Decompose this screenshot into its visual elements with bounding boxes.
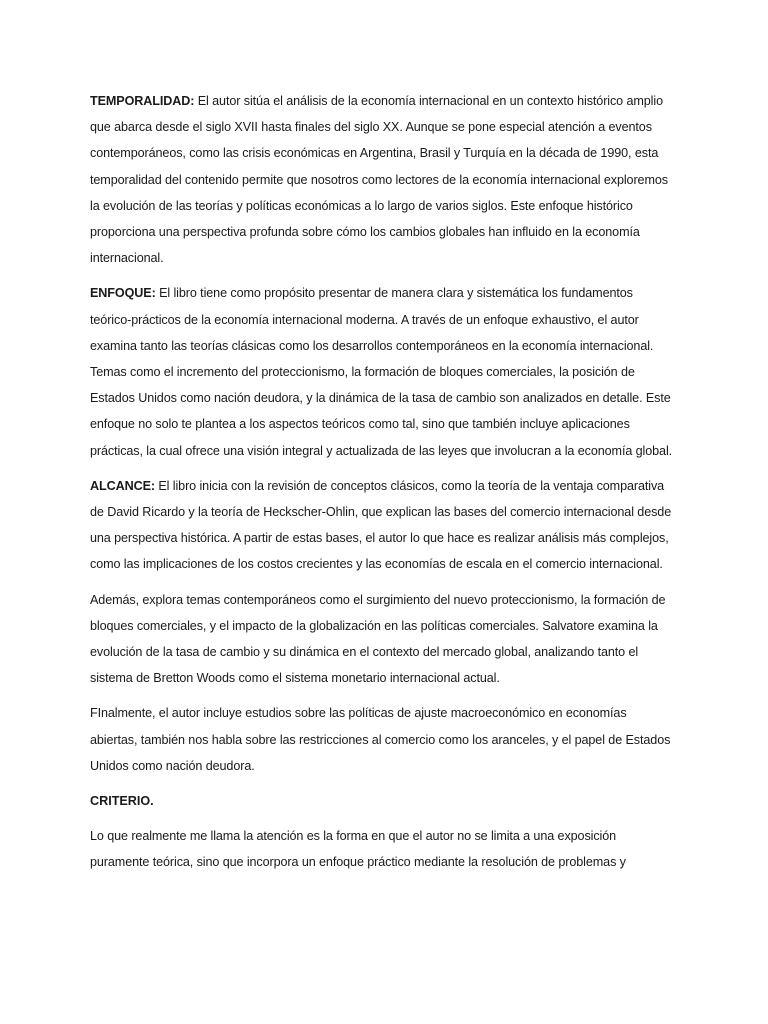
paragraph-finalmente: FInalmente, el autor incluye estudios sobre las políticas de ajuste macroeconómico en economías abiertas, también nos habla sobre las restricciones al comercio como los aranceles, y el papel de Estados Unidos como nación deudora. [90,706,671,773]
text-alcance: El libro inicia con la revisión de conceptos clásicos, como la teoría de la ventaja comparativa de David Ricardo y la teoría de Heckscher-Ohlin, que explican las bases del comercio internacional desde una perspectiva histórica. A partir de estas bases, el autor lo que hace es realizar análisis más complejos, como las implicaciones de los costos crecientes y las economías de escala en el comercio internacional. [90,478,672,572]
text-enfoque: El libro tiene como propósito presentar de manera clara y sistemática los fundamentos teórico-prácticos de la economía internacional moderna. A través de un enfoque exhaustivo, el autor examina tanto las teorías clásicas como los desarrollos contemporáneos en la economía internacional. Temas como el incremento del proteccionismo, la formación de bloques comerciales, la posición de Estados Unidos como nación deudora, y la dinámica de la tasa de cambio son analizados en detalle. Este enfoque no solo te plantea a los aspectos teóricos como tal, sino que también incluye aplicaciones prácticas, la cual ofrece una visión integral y actualizada de las leyes que involucran a la economía global. [90,286,673,458]
text-temporalidad: El autor sitúa el análisis de la economía internacional en un contexto histórico amplio que abarca desde el siglo XVII hasta finales del siglo XX. Aunque se pone especial atención a eventos contemporáneos, como las crisis económicas en Argentina, Brasil y Turquía en la década de 1990, esta temporalidad del contenido permite que nosotros como lectores de la economía internacional exploremos la evolución de las teorías y políticas económicas a lo largo de varios siglos. Este enfoque histórico proporciona una perspectiva profunda sobre cómo los cambios globales han influido en la economía internacional. [90,94,668,266]
paragraph-criterio: Lo que realmente me llama la atención es la forma en que el autor no se limita a una exposición puramente teórica, sino que incorpora un enfoque práctico mediante la resolución de problemas y [90,829,626,870]
label-alcance: ALCANCE: [90,478,155,493]
document-page [90,88,676,885]
label-temporalidad: TEMPORALIDAD: [90,94,195,108]
heading-criterio: CRITERIO. [90,794,154,809]
paragraph-ademas: Además, explora temas contemporáneos como el surgimiento del nuevo proteccionismo, la formación de bloques comerciales, y el impacto de la globalización en las políticas comerciales. Salvatore examina la evolución de la tasa de cambio y su dinámica en el contexto del mercado global, analizando tanto el sistema de Bretton Woods como el sistema monetario internacional actual. [90,592,666,686]
paragraph-alcance [90,473,676,578]
label-enfoque: ENFOQUE: [90,286,156,301]
paragraph-enfoque [90,280,676,463]
paragraph-temporalidad [90,88,676,271]
